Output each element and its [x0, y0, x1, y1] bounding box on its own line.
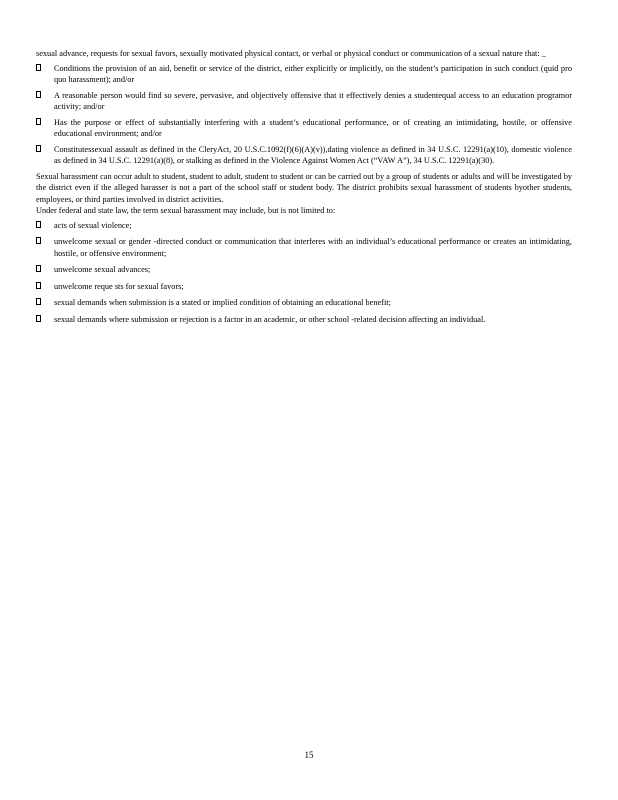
- list-item-text: acts of sexual violence;: [54, 220, 132, 230]
- intro-text: sexual advance, requests for sexual favors, sexually motivated physical contact, or verbal or physical conduct or communication of a sexual nature that: _: [36, 49, 546, 58]
- bullet-icon: [36, 315, 41, 322]
- bullet-icon: [36, 282, 41, 289]
- list-item: [36, 220, 572, 232]
- list-item-text: Has the purpose or effect of substantially interfering with a student’s educational performance, or of creating an intimidating, hostile, or offensive educational environment; and/or: [54, 117, 572, 138]
- list-item-text: sexual demands when submission is a stated or implied condition of obtaining an educational benefit;: [54, 298, 391, 307]
- list-item: [36, 117, 572, 140]
- bullet-icon: [36, 221, 41, 228]
- examples-list: [36, 220, 572, 326]
- list-item-text: Constitutessexual assault as defined in the CleryAct, 20 U.S.C.1092(f)(6)(A)(v)),dating violence as defined in 34 U.S.C. 12291(a)(10), domestic violence as defined in 34 U.S.C. 12291(a)(8), or stalking as defined in the Violence Against Women Act (“VAW A”), 34 U.S.C. 12291(a)(30).: [54, 144, 572, 165]
- bullet-icon: [36, 237, 41, 244]
- bullet-icon: [36, 265, 41, 272]
- page-content: [36, 48, 572, 330]
- harassment-paragraph: Sexual harassment can occur adult to student, student to adult, student to student or can be carried out by a group of students or adults and will be investigated by the district even if the alleged harasser is not a part of the school staff or student body. The district prohibits sexual harassment of students byother students, employees, or third parties involved in district activities.: [36, 171, 572, 204]
- bullet-icon: [36, 298, 41, 305]
- list-item: [36, 281, 572, 293]
- list-item: [36, 297, 572, 309]
- list-item: [36, 236, 572, 259]
- list-item-text: unwelcome sexual advances;: [54, 265, 151, 274]
- page-number: 15: [304, 750, 314, 760]
- law-intro-text: Under federal and state law, the term sexual harassment may include, but is not limited to:: [36, 206, 336, 215]
- bullet-icon: [36, 145, 41, 152]
- list-item-text: Conditions the provision of an aid, benefit or service of the district, either explicitly or implicitly, on the student’s participation in such conduct (quid pro quo harassment); and/or: [54, 63, 572, 84]
- list-item-text: unwelcome sexual or gender -directed conduct or communication that interferes with an individual’s educational performance or creates an intimidating, hostile, or offensive environment;: [54, 237, 572, 258]
- list-item: [36, 314, 572, 326]
- list-item: [36, 264, 572, 276]
- conditions-list: [36, 63, 572, 167]
- bullet-icon: [36, 91, 41, 98]
- list-item-text: sexual demands where submission or rejection is a factor in an academic, or other school -related decision affecting an individual.: [54, 314, 486, 324]
- list-item: [36, 90, 572, 113]
- list-item: [36, 144, 572, 167]
- bullet-icon: [36, 118, 41, 125]
- bullet-icon: [36, 64, 41, 71]
- list-item: [36, 63, 572, 86]
- list-item-text: unwelcome reque sts for sexual favors;: [54, 281, 184, 291]
- list-item-text: A reasonable person would find so severe, pervasive, and objectively offensive that it effectively denies a studentequal access to an education programor activity; and/or: [54, 90, 572, 111]
